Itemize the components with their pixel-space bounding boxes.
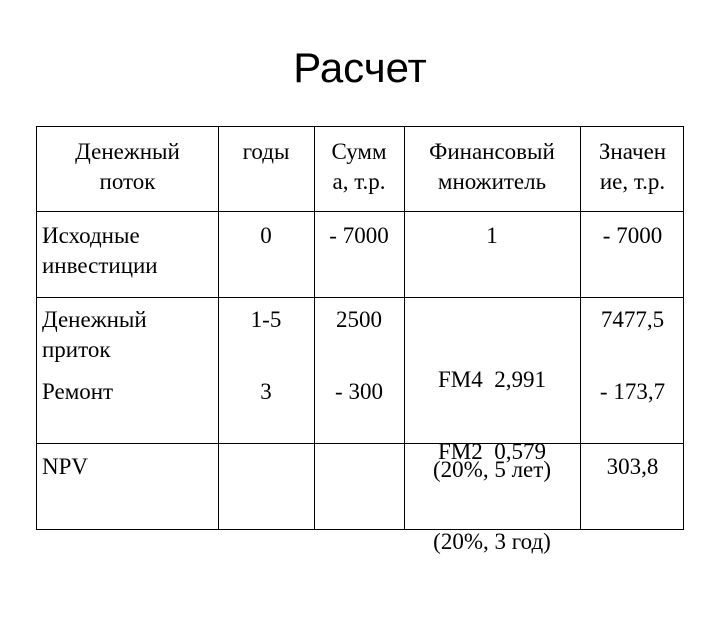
repair-value: - 173,7: [599, 379, 666, 404]
header-flow: Денежный поток: [75, 139, 180, 194]
repair-sum: - 300: [335, 379, 383, 404]
initial-sum: - 7000: [329, 223, 389, 248]
row-divider: [37, 443, 683, 444]
header-factor: Финансовый множитель: [429, 139, 555, 194]
npv-value: 303,8: [606, 454, 659, 479]
initial-label: Исходные инвестиции: [42, 223, 158, 278]
inflow-label: Денежный приток: [42, 307, 147, 362]
row-divider: [37, 297, 683, 298]
header-sum: Сумм а, т.р.: [331, 139, 387, 194]
inflow-factor: FM4 2,991 (20%, 5 лет): [433, 367, 551, 482]
inflow-years: 1-5: [250, 307, 282, 332]
row-divider: [37, 211, 683, 212]
page-title: Расчет: [293, 44, 427, 91]
header-value: Значен ие, т.р.: [598, 139, 667, 194]
inflow-value: 7477,5: [600, 307, 665, 332]
repair-years: 3: [260, 379, 272, 404]
repair-factor: FM2 0,579 (20%, 3 год): [433, 439, 551, 554]
header-years: годы: [242, 139, 290, 164]
npv-label: NPV: [42, 454, 89, 479]
initial-years: 0: [260, 223, 272, 248]
initial-value: - 7000: [602, 223, 663, 248]
inflow-sum: 2500: [336, 307, 382, 332]
initial-factor: 1: [486, 223, 498, 248]
calculation-table: [36, 126, 684, 554]
repair-label: Ремонт: [42, 379, 114, 404]
